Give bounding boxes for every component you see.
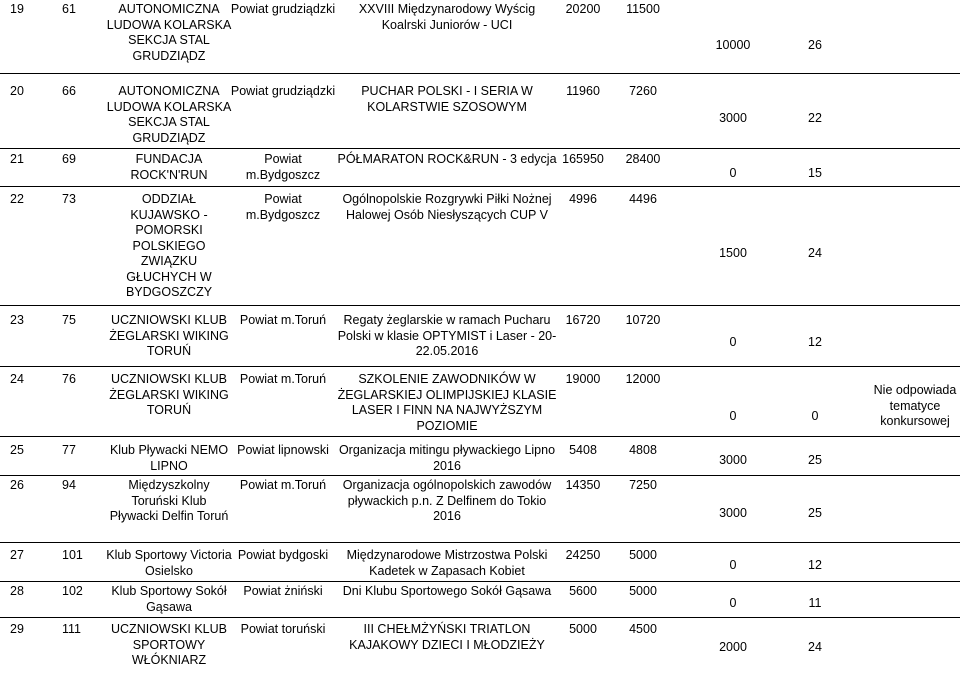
granted-amount: 0 bbox=[729, 596, 737, 610]
score: 12 bbox=[808, 558, 822, 572]
row-number: 22 bbox=[10, 192, 24, 206]
application-id: 94 bbox=[62, 478, 76, 492]
requested-amount: 11500 bbox=[626, 2, 660, 16]
row-number: 19 bbox=[10, 2, 24, 16]
district: Powiat grudziądzki bbox=[230, 2, 336, 16]
row-number: 29 bbox=[10, 622, 24, 636]
event-name: Międzynarodowe Mistrzostwa Polski Kadetek w Zapasach Kobiet bbox=[346, 548, 548, 578]
requested-amount: 5000 bbox=[629, 584, 657, 598]
organization-name: UCZNIOWSKI KLUB ŻEGLARSKI WIKING TORUŃ bbox=[109, 313, 229, 358]
row-number: 26 bbox=[10, 478, 24, 492]
row-number: 20 bbox=[10, 84, 24, 98]
district: Powiat m.Toruń bbox=[239, 372, 327, 386]
row-separator bbox=[0, 475, 960, 476]
granted-amount: 10000 bbox=[715, 38, 751, 52]
organization-name: Międzyszkolny Toruński Klub Pływacki Delfin Toruń bbox=[109, 478, 229, 523]
requested-amount: 4808 bbox=[629, 443, 657, 457]
event-name: Regaty żeglarskie w ramach Pucharu Polski w klasie OPTYMIST i Laser - 20-22.05.2016 bbox=[337, 313, 557, 358]
granted-amount: 1500 bbox=[719, 246, 747, 260]
total-cost: 5408 bbox=[569, 443, 597, 457]
district: Powiat m.Toruń bbox=[239, 313, 327, 327]
application-id: 69 bbox=[62, 152, 76, 166]
row-separator bbox=[0, 581, 960, 582]
organization-name: FUNDACJA ROCK'N'RUN bbox=[130, 152, 208, 182]
district: Powiat m.Bydgoszcz bbox=[245, 152, 321, 182]
requested-amount: 10720 bbox=[625, 313, 661, 327]
granted-amount: 0 bbox=[729, 409, 737, 423]
district: Powiat m.Bydgoszcz bbox=[245, 192, 321, 222]
granted-amount: 0 bbox=[729, 558, 737, 572]
score: 11 bbox=[808, 596, 822, 610]
total-cost: 16720 bbox=[565, 313, 601, 327]
total-cost: 5600 bbox=[569, 584, 597, 598]
requested-amount: 12000 bbox=[625, 372, 661, 386]
row-separator bbox=[0, 148, 960, 149]
organization-name: UCZNIOWSKI KLUB SPORTOWY WŁÓKNIARZ bbox=[111, 622, 227, 667]
district: Powiat lipnowski bbox=[237, 443, 329, 457]
granted-amount: 3000 bbox=[719, 506, 747, 520]
granted-amount: 2000 bbox=[719, 640, 747, 654]
row-separator bbox=[0, 617, 960, 618]
organization-name: Klub Sportowy Victoria Osielsko bbox=[106, 548, 232, 578]
organization-name: AUTONOMICZNA LUDOWA KOLARSKA SEKCJA STAL GRUDZIĄDZ bbox=[106, 84, 232, 145]
organization-name: Klub Pływacki NEMO LIPNO bbox=[109, 443, 229, 473]
row-separator bbox=[0, 436, 960, 437]
row-number: 27 bbox=[10, 548, 24, 562]
row-separator bbox=[0, 186, 960, 187]
organization-name: UCZNIOWSKI KLUB ŻEGLARSKI WIKING TORUŃ bbox=[109, 372, 229, 417]
district: Powiat m.Toruń bbox=[239, 478, 327, 492]
requested-amount: 4500 bbox=[629, 622, 657, 636]
row-separator bbox=[0, 73, 960, 74]
total-cost: 24250 bbox=[565, 548, 601, 562]
organization-name: ODDZIAŁ KUJAWSKO - POMORSKI POLSKIEGO ZWIĄZKU GŁUCHYCH W BYDGOSZCZY bbox=[125, 192, 213, 299]
application-id: 75 bbox=[62, 313, 76, 327]
district: Powiat żniński bbox=[243, 584, 323, 598]
application-id: 77 bbox=[62, 443, 76, 457]
total-cost: 5000 bbox=[569, 622, 597, 636]
score: 26 bbox=[808, 38, 822, 52]
score: 22 bbox=[808, 111, 822, 125]
event-name: XXVIII Międzynarodowy Wyścig Koalrski Juniorów - UCI bbox=[358, 2, 536, 32]
application-id: 73 bbox=[62, 192, 76, 206]
application-id: 76 bbox=[62, 372, 76, 386]
application-id: 101 bbox=[62, 548, 83, 562]
granted-amount: 3000 bbox=[719, 111, 747, 125]
organization-name: Klub Sportowy Sokół Gąsawa bbox=[111, 584, 227, 614]
row-number: 24 bbox=[10, 372, 24, 386]
event-name: Dni Klubu Sportowego Sokół Gąsawa bbox=[342, 584, 552, 598]
granted-amount: 3000 bbox=[719, 453, 747, 467]
score: 24 bbox=[808, 640, 822, 654]
granted-amount: 0 bbox=[729, 335, 737, 349]
organization-name: AUTONOMICZNA LUDOWA KOLARSKA SEKCJA STAL GRUDZIĄDZ bbox=[106, 2, 232, 63]
requested-amount: 4496 bbox=[629, 192, 657, 206]
granted-amount: 0 bbox=[729, 166, 737, 180]
total-cost: 20200 bbox=[565, 2, 601, 16]
score: 25 bbox=[808, 506, 822, 520]
district: Powiat grudziądzki bbox=[230, 84, 336, 98]
event-name: PÓŁMARATON ROCK&RUN - 3 edycja bbox=[337, 152, 557, 166]
requested-amount: 5000 bbox=[629, 548, 657, 562]
total-cost: 11960 bbox=[566, 84, 600, 98]
row-number: 21 bbox=[10, 152, 24, 166]
row-number: 25 bbox=[10, 443, 24, 457]
event-name: Organizacja ogólnopolskich zawodów pływackich p.n. Z Delfinem do Tokio 2016 bbox=[342, 478, 552, 523]
application-id: 66 bbox=[62, 84, 76, 98]
remark: Nie odpowiada tematyce konkursowej bbox=[873, 383, 957, 428]
score: 15 bbox=[808, 166, 822, 180]
row-separator bbox=[0, 366, 960, 367]
event-name: PUCHAR POLSKI - I SERIA W KOLARSTWIE SZOSOWYM bbox=[361, 84, 533, 114]
requested-amount: 7250 bbox=[629, 478, 657, 492]
total-cost: 165950 bbox=[562, 152, 604, 166]
score: 0 bbox=[811, 409, 819, 423]
total-cost: 4996 bbox=[569, 192, 597, 206]
event-name: Ogólnopolskie Rozgrywki Piłki Nożnej Halowej Osób Niesłyszących CUP V bbox=[342, 192, 552, 222]
district: Powiat bydgoski bbox=[237, 548, 329, 562]
requested-amount: 7260 bbox=[629, 84, 657, 98]
row-separator bbox=[0, 305, 960, 306]
application-id: 102 bbox=[62, 584, 83, 598]
requested-amount: 28400 bbox=[625, 152, 661, 166]
row-separator bbox=[0, 542, 960, 543]
application-id: 111 bbox=[62, 622, 82, 636]
row-number: 23 bbox=[10, 313, 24, 327]
event-name: SZKOLENIE ZAWODNIKÓW W ŻEGLARSKIEJ OLIMPIJSKIEJ KLASIE LASER I FINN NA NAJWYŻSZYM POZIOMIE bbox=[337, 372, 557, 433]
score: 12 bbox=[808, 335, 822, 349]
total-cost: 19000 bbox=[565, 372, 601, 386]
application-id: 61 bbox=[62, 2, 76, 16]
score: 25 bbox=[808, 453, 822, 467]
event-name: Organizacja mitingu pływackiego Lipno 2016 bbox=[338, 443, 556, 473]
score: 24 bbox=[808, 246, 822, 260]
event-name: III CHEŁMŻYŃSKI TRIATLON KAJAKOWY DZIECI I MŁODZIEŻY bbox=[349, 622, 545, 652]
row-number: 28 bbox=[10, 584, 24, 598]
total-cost: 14350 bbox=[565, 478, 601, 492]
district: Powiat toruński bbox=[240, 622, 326, 636]
